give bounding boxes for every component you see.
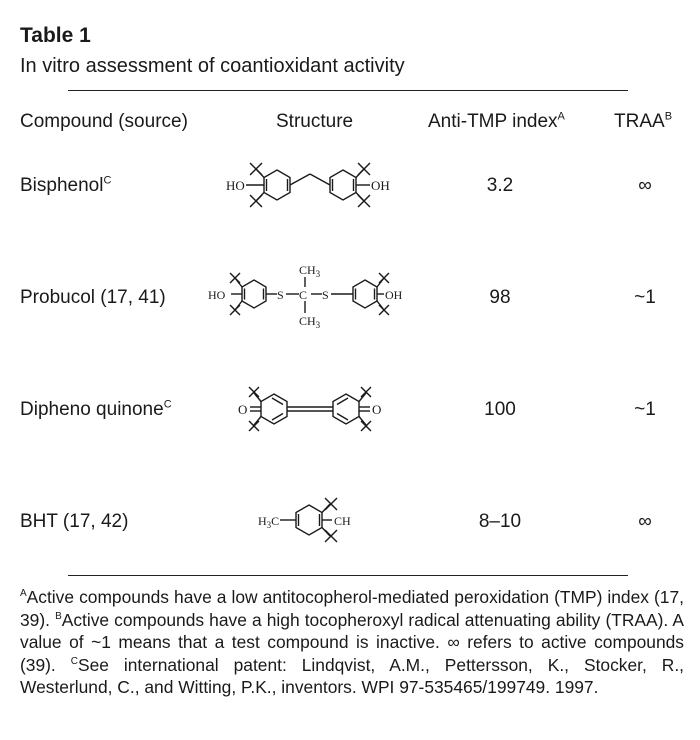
footnote-a: Active compounds have a low antitocopherol-mediated peroxidation (TMP) index (17, 39). xyxy=(20,587,684,630)
bottom-rule xyxy=(68,575,628,576)
svg-text:S: S xyxy=(322,288,329,302)
compound-name: Dipheno quinone$^C$ xyxy=(20,398,172,420)
svg-text:O: O xyxy=(238,402,248,417)
svg-text:OH: OH xyxy=(385,288,403,302)
footnote-c-mark: C xyxy=(70,655,78,667)
compound-name: Probucol (17, 41) xyxy=(20,287,166,308)
table-subtitle: In vitro assessment of coantioxidant activity xyxy=(20,55,405,77)
compound-name: Bisphenol$^C$ xyxy=(20,174,112,196)
anti-tmp-index: 98 xyxy=(489,287,511,308)
header-anti-tmp-sup: A xyxy=(557,110,565,123)
compound-name: BHT (17, 42) xyxy=(20,511,129,532)
top-rule xyxy=(68,90,628,91)
structure-probucol xyxy=(200,257,420,333)
header-traa xyxy=(614,111,672,133)
header-traa-label: TRAA xyxy=(614,111,665,132)
svg-text:OH: OH xyxy=(371,178,390,193)
svg-text:C: C xyxy=(299,288,308,302)
footnote-c: See international patent: Lindqvist, A.M., Pettersson, K., Stocker, R., Westerlund, C., and Witting, P.K., inventors. WPI 97-535465/199749. 1997. xyxy=(20,654,684,697)
header-structure: Structure xyxy=(276,111,354,132)
footnote-b-mark: B xyxy=(55,610,62,622)
footnote-a-mark: A xyxy=(20,588,27,600)
svg-text:HO: HO xyxy=(208,288,226,302)
anti-tmp-index: 100 xyxy=(484,399,516,420)
svg-text:CH3: $CH_3$ xyxy=(299,314,321,330)
header-traa-sup: B xyxy=(664,110,673,123)
header-anti-tmp-label: Anti-TMP index xyxy=(428,111,558,132)
svg-text:O: O xyxy=(372,402,382,417)
footnote-b: Active compounds have a high tocopheroxyl radical attenuating ability (TRAA). A value of ~1 means that a test compound is inactive. ∞ refers to active compounds (39). xyxy=(20,609,684,675)
structure-bisphenol xyxy=(200,152,420,222)
traa-value: ~1 xyxy=(634,287,656,308)
structure-dipheno-quinone xyxy=(200,374,420,446)
svg-text:H3C: $H_3C$ xyxy=(258,514,280,530)
structure-bht xyxy=(200,482,420,558)
anti-tmp-index: 3.2 xyxy=(486,175,514,196)
svg-text:HO: HO xyxy=(226,178,245,193)
header-anti-tmp xyxy=(428,111,565,133)
traa-value: ∞ xyxy=(638,175,652,196)
svg-text:CH: CH xyxy=(334,514,351,528)
traa-value: ∞ xyxy=(638,511,652,532)
svg-text:S: S xyxy=(277,288,284,302)
anti-tmp-index: 8–10 xyxy=(478,511,522,532)
svg-text:CH3: $CH_3$ xyxy=(299,263,321,279)
traa-value: ~1 xyxy=(634,399,656,420)
header-compound: Compound (source) xyxy=(20,111,188,132)
table-footnotes xyxy=(20,586,684,699)
table-title: Table 1 xyxy=(20,24,91,47)
